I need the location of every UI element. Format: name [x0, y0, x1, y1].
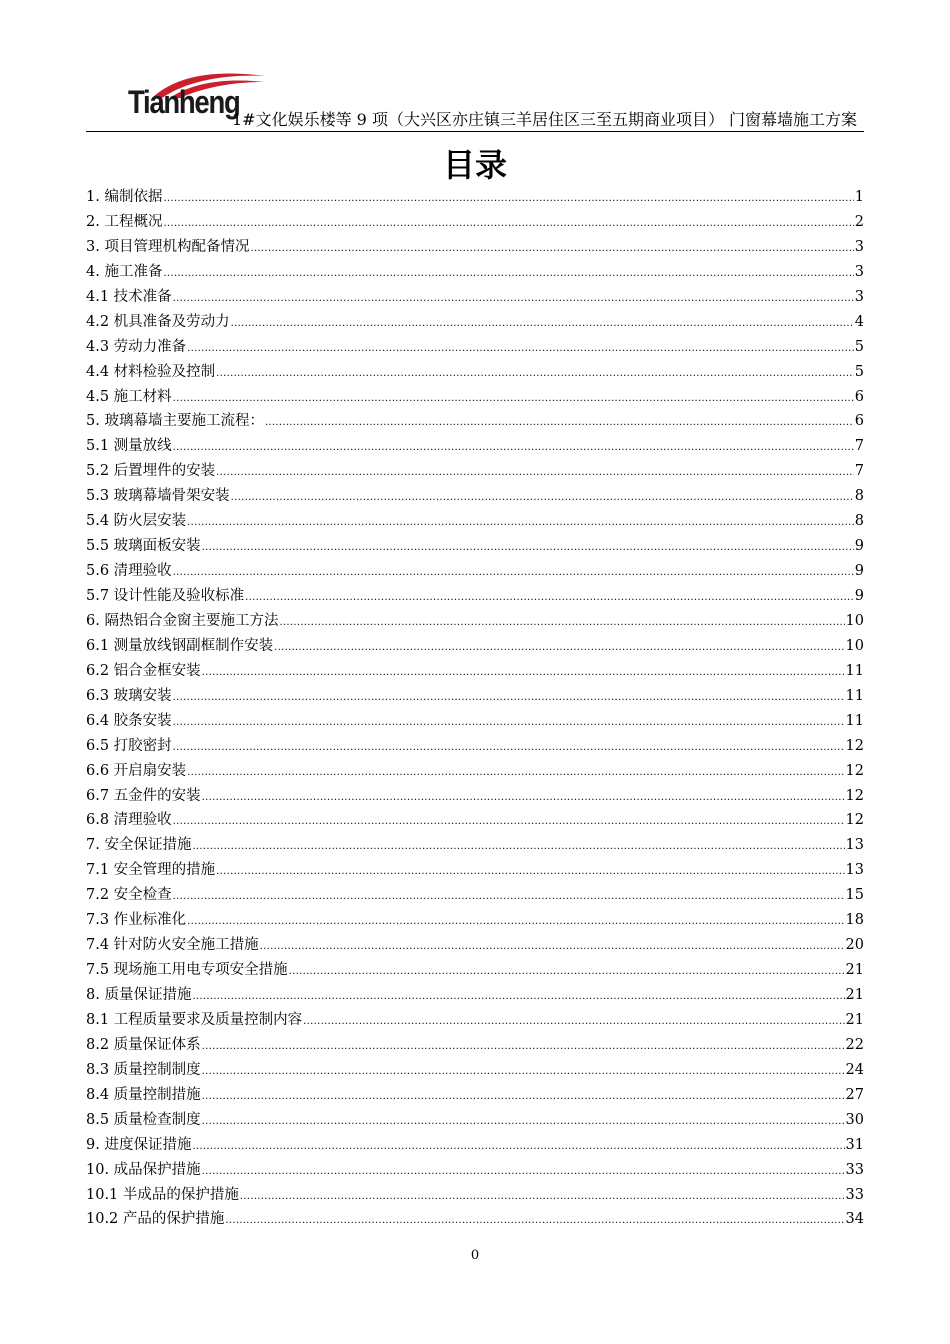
toc-dot-leader: [173, 810, 845, 835]
toc-entry-label: 4.1 技术准备: [86, 288, 172, 305]
toc-entry-label: 7.3 作业标准化: [86, 912, 187, 929]
toc-dot-leader: [163, 212, 853, 237]
toc-dot-leader: [250, 237, 853, 262]
toc-entry-label: 7.2 安全检查: [86, 887, 172, 904]
toc-dot-leader: [303, 1010, 844, 1035]
toc-heading: 目录: [442, 146, 507, 184]
toc-entry-label: 6. 隔热铝合金窗主要施工方法: [86, 612, 279, 629]
toc-entry-page: 9: [854, 538, 864, 555]
toc-entry-label: 5.4 防火层安装: [86, 513, 187, 530]
toc-dot-leader: [192, 1135, 844, 1160]
toc-entry[interactable]: [86, 983, 864, 1008]
toc-entry[interactable]: [86, 584, 864, 609]
toc-dot-leader: [240, 1185, 845, 1210]
toc-entry-label: 8.4 质量控制措施: [86, 1086, 201, 1103]
toc-dot-leader: [289, 960, 845, 985]
toc-dot-leader: [173, 436, 854, 461]
toc-dot-leader: [202, 1035, 845, 1060]
toc-entry-label: 7.4 针对防火安全施工措施: [86, 937, 259, 954]
toc-dot-leader: [231, 486, 854, 511]
toc-entry-label: 8.1 工程质量要求及质量控制内容: [86, 1011, 303, 1028]
toc-entry-label: 6.8 清理验收: [86, 812, 172, 829]
toc-entry[interactable]: [86, 1158, 864, 1183]
toc-entry-page: 10: [845, 637, 864, 654]
toc-entry-page: 3: [854, 288, 864, 305]
toc-entry-page: 11: [845, 687, 864, 704]
toc-dot-leader: [187, 761, 844, 786]
toc-entry[interactable]: [86, 434, 864, 459]
toc-entry[interactable]: [86, 360, 864, 385]
toc-entry-page: 11: [845, 712, 864, 729]
toc-entry[interactable]: [86, 1207, 864, 1232]
toc-entry-label: 5. 玻璃幕墙主要施工流程：: [86, 413, 264, 430]
toc-dot-leader: [202, 1060, 845, 1085]
toc-entry[interactable]: [86, 509, 864, 534]
toc-entry-page: 24: [845, 1061, 864, 1078]
toc-entry-label: 4.3 劳动力准备: [86, 338, 187, 355]
toc-entry-page: 33: [845, 1186, 864, 1203]
toc-entry-page: 30: [845, 1111, 864, 1128]
toc-entry[interactable]: [86, 709, 864, 734]
page-number: 0: [470, 1248, 480, 1263]
toc-entry[interactable]: [86, 1133, 864, 1158]
toc-entry-label: 6.3 玻璃安装: [86, 687, 172, 704]
toc-entry[interactable]: [86, 609, 864, 634]
toc-entry-label: 7.5 现场施工用电专项安全措施: [86, 962, 288, 979]
toc-entry[interactable]: [86, 808, 864, 833]
toc-entry-label: 7.1 安全管理的措施: [86, 862, 216, 879]
toc-entry-page: 13: [845, 862, 864, 879]
toc-entry[interactable]: [86, 634, 864, 659]
toc-entry-page: 20: [845, 937, 864, 954]
toc-entry[interactable]: [86, 335, 864, 360]
toc-entry[interactable]: [86, 484, 864, 509]
toc-entry-label: 6.1 测量放线钢副框制作安装: [86, 637, 274, 654]
toc-entry-label: 8. 质量保证措施: [86, 987, 192, 1003]
toc-dot-leader: [225, 1209, 844, 1234]
toc-entry-page: 1: [854, 189, 864, 205]
toc-entry[interactable]: [86, 310, 864, 335]
toc-dot-leader: [202, 786, 845, 811]
toc-entry[interactable]: [86, 784, 864, 809]
toc-dot-leader: [163, 262, 853, 287]
toc-entry-page: 10: [845, 612, 864, 629]
toc-entry[interactable]: [86, 185, 864, 210]
toc-entry-label: 10. 成品保护措施: [86, 1161, 201, 1178]
toc-dot-leader: [274, 636, 844, 661]
toc-dot-leader: [231, 312, 854, 337]
toc-dot-leader: [187, 910, 844, 935]
toc-dot-leader: [202, 661, 845, 686]
toc-entry-page: 3: [854, 238, 864, 255]
logo-wordmark: Tianheng: [128, 84, 240, 120]
toc-entry-label: 6.6 开启扇安装: [86, 762, 187, 779]
toc-entry[interactable]: [86, 1058, 864, 1083]
toc-entry[interactable]: [86, 285, 864, 310]
toc-entry-page: 21: [845, 987, 864, 1003]
toc-entry[interactable]: [86, 534, 864, 559]
toc-dot-leader: [173, 561, 854, 586]
toc-entry[interactable]: [86, 409, 864, 434]
page-header: [86, 68, 864, 132]
toc-entry[interactable]: [86, 759, 864, 784]
toc-dot-leader: [173, 287, 854, 312]
toc-entry-label: 8.2 质量保证体系: [86, 1036, 201, 1053]
toc-entry-label: 5.3 玻璃幕墙骨架安装: [86, 488, 230, 505]
toc-entry-label: 7. 安全保证措施: [86, 837, 192, 854]
toc-entry[interactable]: [86, 459, 864, 484]
header-title: 1#文化娱乐楼等 9 项（大兴区亦庄镇三羊居住区三至五期商业项目） 门窗幕墙施工方案: [232, 110, 858, 129]
toc-dot-leader: [279, 611, 844, 636]
toc-entry[interactable]: [86, 1108, 864, 1133]
toc-entry[interactable]: [86, 385, 864, 410]
toc-dot-leader: [192, 835, 844, 860]
toc-entry[interactable]: [86, 260, 864, 285]
toc-dot-leader: [173, 736, 845, 761]
toc-entry-label: 10.2 产品的保护措施: [86, 1211, 225, 1228]
toc-entry-page: 13: [845, 837, 864, 854]
toc-entry-page: 21: [845, 1011, 864, 1028]
toc-entry-label: 6.4 胶条安装: [86, 712, 172, 729]
toc-entry[interactable]: [86, 1033, 864, 1058]
toc-entry[interactable]: [86, 659, 864, 684]
toc-dot-leader: [216, 461, 854, 486]
toc-entry-page: 5: [854, 338, 864, 355]
toc-entry-page: 34: [845, 1211, 864, 1228]
toc-entry-label: 3. 项目管理机构配备情况: [86, 238, 250, 255]
toc-dot-leader: [202, 1110, 845, 1135]
toc-entry[interactable]: [86, 1008, 864, 1033]
toc-entry[interactable]: [86, 235, 864, 260]
toc-dot-leader: [216, 860, 844, 885]
toc-entry[interactable]: [86, 883, 864, 908]
toc-dot-leader: [173, 885, 845, 910]
toc-dot-leader: [216, 362, 854, 387]
toc-dot-leader: [187, 511, 854, 536]
toc-list: [86, 185, 864, 1232]
toc-entry-page: 27: [845, 1086, 864, 1103]
toc-entry[interactable]: [86, 734, 864, 759]
toc-dot-leader: [202, 536, 854, 561]
toc-entry-page: 31: [845, 1136, 864, 1153]
toc-entry[interactable]: [86, 858, 864, 883]
toc-entry-page: 6: [854, 388, 864, 405]
toc-entry-label: 6.7 五金件的安装: [86, 787, 201, 804]
toc-entry-page: 8: [854, 513, 864, 530]
toc-entry-label: 2. 工程概况: [86, 213, 163, 230]
toc-entry-page: 12: [845, 812, 864, 829]
toc-entry-page: 6: [854, 413, 864, 430]
toc-entry-page: 12: [845, 787, 864, 804]
toc-entry[interactable]: [86, 1183, 864, 1208]
toc-entry[interactable]: [86, 833, 864, 858]
toc-dot-leader: [192, 985, 844, 1010]
toc-entry-page: 3: [854, 263, 864, 280]
toc-entry-label: 1. 编制依据: [86, 189, 163, 205]
toc-entry-label: 5.1 测量放线: [86, 438, 172, 455]
toc-entry-label: 5.7 设计性能及验收标准: [86, 588, 245, 604]
toc-dot-leader: [245, 586, 854, 611]
toc-entry[interactable]: [86, 210, 864, 235]
toc-entry-label: 5.5 玻璃面板安装: [86, 538, 201, 555]
toc-dot-leader: [202, 1160, 845, 1185]
toc-entry-page: 12: [845, 762, 864, 779]
toc-entry-page: 11: [845, 662, 864, 679]
toc-entry-page: 5: [854, 363, 864, 380]
toc-entry[interactable]: [86, 908, 864, 933]
toc-entry[interactable]: [86, 933, 864, 958]
toc-dot-leader: [187, 337, 854, 362]
toc-entry-page: 8: [854, 488, 864, 505]
toc-entry-page: 9: [854, 588, 864, 604]
toc-entry-label: 4.4 材料检验及控制: [86, 363, 216, 380]
toc-entry-page: 4: [854, 313, 864, 330]
toc-entry-label: 8.3 质量控制制度: [86, 1061, 201, 1078]
toc-entry-label: 5.2 后置埋件的安装: [86, 463, 216, 480]
toc-dot-leader: [260, 935, 845, 960]
toc-entry[interactable]: [86, 1083, 864, 1108]
toc-entry-page: 7: [854, 463, 864, 480]
toc-entry-page: 21: [845, 962, 864, 979]
toc-entry-label: 6.5 打胶密封: [86, 737, 172, 754]
toc-entry-page: 9: [854, 563, 864, 580]
toc-dot-leader: [173, 711, 845, 736]
toc-entry-page: 18: [845, 912, 864, 929]
toc-entry-label: 10.1 半成品的保护措施: [86, 1186, 239, 1203]
toc-entry-page: 2: [854, 213, 864, 230]
toc-entry-label: 4.5 施工材料: [86, 388, 172, 405]
toc-dot-leader: [265, 411, 854, 436]
toc-entry-page: 15: [845, 887, 864, 904]
toc-entry-label: 9. 进度保证措施: [86, 1136, 192, 1153]
toc-dot-leader: [173, 387, 854, 412]
toc-entry-label: 5.6 清理验收: [86, 563, 172, 580]
toc-dot-leader: [202, 1085, 845, 1110]
toc-entry-label: 8.5 质量检查制度: [86, 1111, 201, 1128]
toc-entry-label: 4. 施工准备: [86, 263, 163, 280]
toc-entry[interactable]: [86, 684, 864, 709]
toc-entry[interactable]: [86, 958, 864, 983]
toc-dot-leader: [163, 187, 853, 212]
toc-entry-page: 33: [845, 1161, 864, 1178]
toc-entry-page: 22: [845, 1036, 864, 1053]
toc-entry-page: 12: [845, 737, 864, 754]
toc-dot-leader: [173, 686, 845, 711]
toc-entry[interactable]: [86, 559, 864, 584]
toc-entry-label: 4.2 机具准备及劳动力: [86, 313, 230, 330]
toc-entry-page: 7: [854, 438, 864, 455]
toc-entry-label: 6.2 铝合金框安装: [86, 662, 201, 679]
